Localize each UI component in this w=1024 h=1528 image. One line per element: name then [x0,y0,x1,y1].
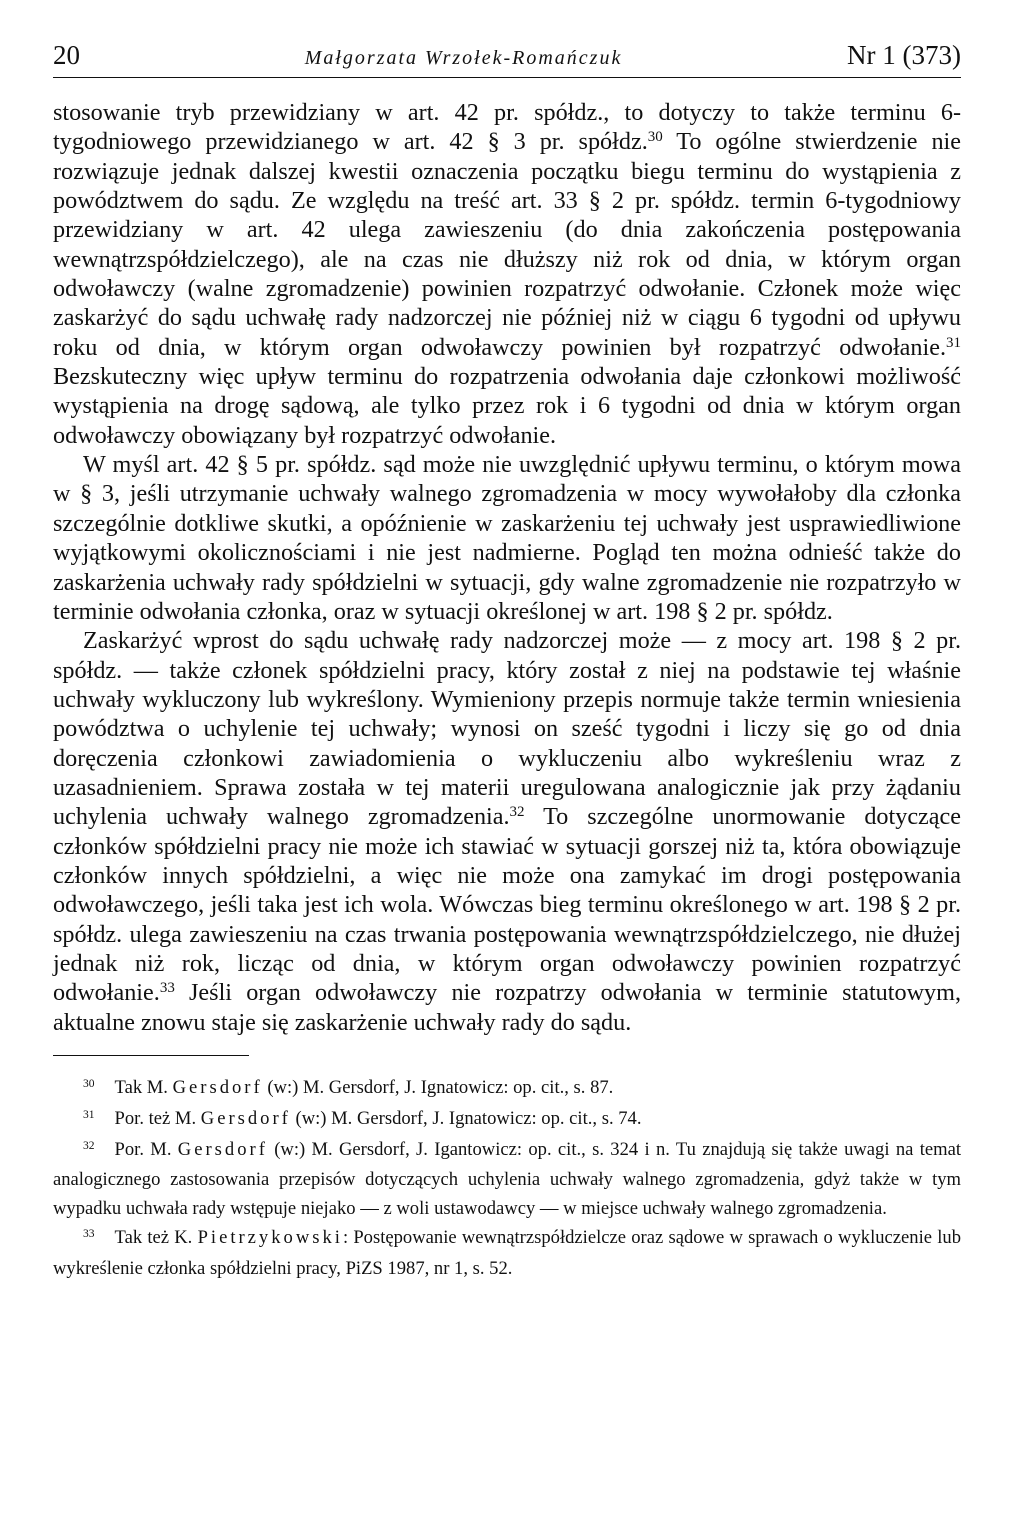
footnote-33 [53,1224,961,1284]
footnote-text: : Postępowanie wewnątrzspółdzielcze oraz sądowe w sprawach o wykluczenie lub wykreślenie członka spółdzielni pracy, PiZS 1987, nr 1, s. 52. [53,1226,961,1279]
footnote-text: Por. też M. [114,1107,201,1129]
paragraph-2: W myśl art. 42 § 5 pr. spółdz. sąd może nie uwzględnić upływu terminu, o którym mowa w § 3, jeśli utrzymanie uchwały walnego zgromadzenia w mocy wywołałoby dla członka szczególnie dotkliwe skutki, a opóźnienie w zaskarżeniu tej uchwały jest usprawiedliwione wyjątkowymi okolicznościami i nie jest nadmierne. Pogląd ten można odnieść także do zaskarżenia uchwały rady spółdzielni w sytuacji, gdy walne zgromadzenie nie rozpatrzyło w terminie odwołania członka, oraz w sytuacji określonej w art. 198 § 2 pr. spółdz. [53,451,961,625]
issue-number: Nr 1 (373) [847,40,961,70]
footnote-31 [53,1105,961,1136]
footnote-ref-30[interactable]: 30 [647,129,663,146]
footnote-32 [53,1136,961,1224]
paragraph-3-text-b: To szczególne unormowanie dotyczące członków spółdzielni pracy nie może ich stawiać w sytuacji gorszej niż ta, która obowiązuje członków innych spółdzielni, a więc nie może ona zamykać im drogi postępowania odwoławczego, jeśli taka jest ich wola. Wówczas bieg terminu określonego w art. 198 § 2 pr. spółdz. ulega zawieszeniu na czas trwania postępowania wewnątrzspółdzielczego, nie dłużej jednak niż rok, licząc od dnia, w którym organ odwoławczy powinien rozpatrzyć odwołanie. [53,803,961,1007]
footnote-text: (w:) M. Gersdorf, J. Igantowicz: op. cit., s. 324 i n. Tu znajdują się także uwagi na temat analogicznego zastosowania przepisów dotyczących uchylenia uchwały walnego zgromadzenia, gdyż także w tym wypadku uchwała rady wstępuje niejako — z woli ustawodawcy — w miejsce uchwały walnego zgromadzenia. [53,1138,961,1220]
footnote-number: 32 [83,1139,95,1152]
running-head-author: Małgorzata Wrzołek-Romańczuk [304,47,623,69]
cited-author: Gersdorf [177,1138,268,1160]
paragraph-1-text-c: Bezskuteczny więc upływ terminu do rozpatrzenia odwołania daje członkowi możliwość wystąpienia na drogę sądową, ale tylko przez rok i 6 tygodni od dnia w którym organ odwoławczy obowiązany był rozpatrzyć odwołanie. [53,363,961,449]
footnote-number: 30 [83,1078,95,1091]
footnote-30 [53,1074,961,1105]
footnote-text: (w:) M. Gersdorf, J. Ignatowicz: op. cit., s. 87. [262,1077,614,1098]
footnote-number: 33 [83,1228,95,1241]
cited-author: Gersdorf [200,1107,291,1129]
paragraph-1-text-b: To ogólne stwierdzenie nie rozwiązuje jednak dalszej kwestii oznaczenia początku biegu terminu do wystąpienia z powództwem do sądu. Ze względu na treść art. 33 § 2 pr. spółdz. termin 6-tygodniowy przewidziany w art. 42 ulega zawieszeniu (do dnia zakończenia postępowania wewnątrzspółdzielczego), ale na czas nie dłuższy niż rok od dnia, w którym organ odwoławczy (walne zgromadzenie) powinien rozpatrzyć odwołanie. Członek może więc zaskarżyć do sądu uchwałę rady nadzorczej nie później niż w ciągu 6 tygodni od upływu roku od dnia, w którym organ odwoławczy powinien był rozpatrzyć odwołanie. [53,128,961,361]
footnote-text: Tak M. [114,1077,173,1098]
footnotes [53,1074,961,1284]
paragraph-1-text-a: stosowanie tryb przewidziany w art. 42 pr. spółdz., to dotyczy to także terminu 6-tygodniowego przewidzianego w art. 42 § 3 pr. spółdz. [53,99,961,156]
running-head [53,40,961,78]
paragraph-3-text-a: Zaskarżyć wprost do sądu uchwałę rady nadzorczej może — z mocy art. 198 § 2 pr. spółdz. — także członek spółdzielni pracy, który został z niej na podstawie tej właśnie uchwały wykluczony lub wykreślony. Wymieniony przepis normuje także termin wniesienia powództwa o uchylenie tej uchwały; wynosi on sześć tygodni i liczy się go od dnia doręczenia członkowi zawiadomienia o wykluczeniu albo wykreśleniu wraz z uzasadnieniem. Sprawa została w tej materii uregulowana analogicznie jak przy żądaniu uchylenia uchwały walnego zgromadzenia. [53,627,961,831]
main-text [53,98,961,1037]
footnote-ref-32[interactable]: 32 [509,804,525,820]
paragraph-3-text-c: Jeśli organ odwoławczy nie rozpatrzy odwołania w terminie statutowym, aktualne znowu staje się zaskarżenie uchwały rady do sądu. [53,979,961,1036]
paragraph-1 [53,98,961,450]
footnote-number: 31 [83,1109,95,1122]
footnote-text: (w:) M. Gersdorf, J. Ignatowicz: op. cit., s. 74. [290,1107,642,1129]
footnote-ref-33[interactable]: 33 [159,980,175,997]
cited-author: Gersdorf [172,1077,263,1098]
cited-author: Pietrzykowski [197,1226,343,1248]
footnote-ref-31[interactable]: 31 [946,334,961,351]
footnote-divider [53,1055,249,1056]
footnote-text: Tak też K. [114,1226,198,1248]
footnote-text: Por. M. [114,1138,178,1160]
paragraph-3 [53,626,961,1037]
page-number: 20 [53,40,80,70]
